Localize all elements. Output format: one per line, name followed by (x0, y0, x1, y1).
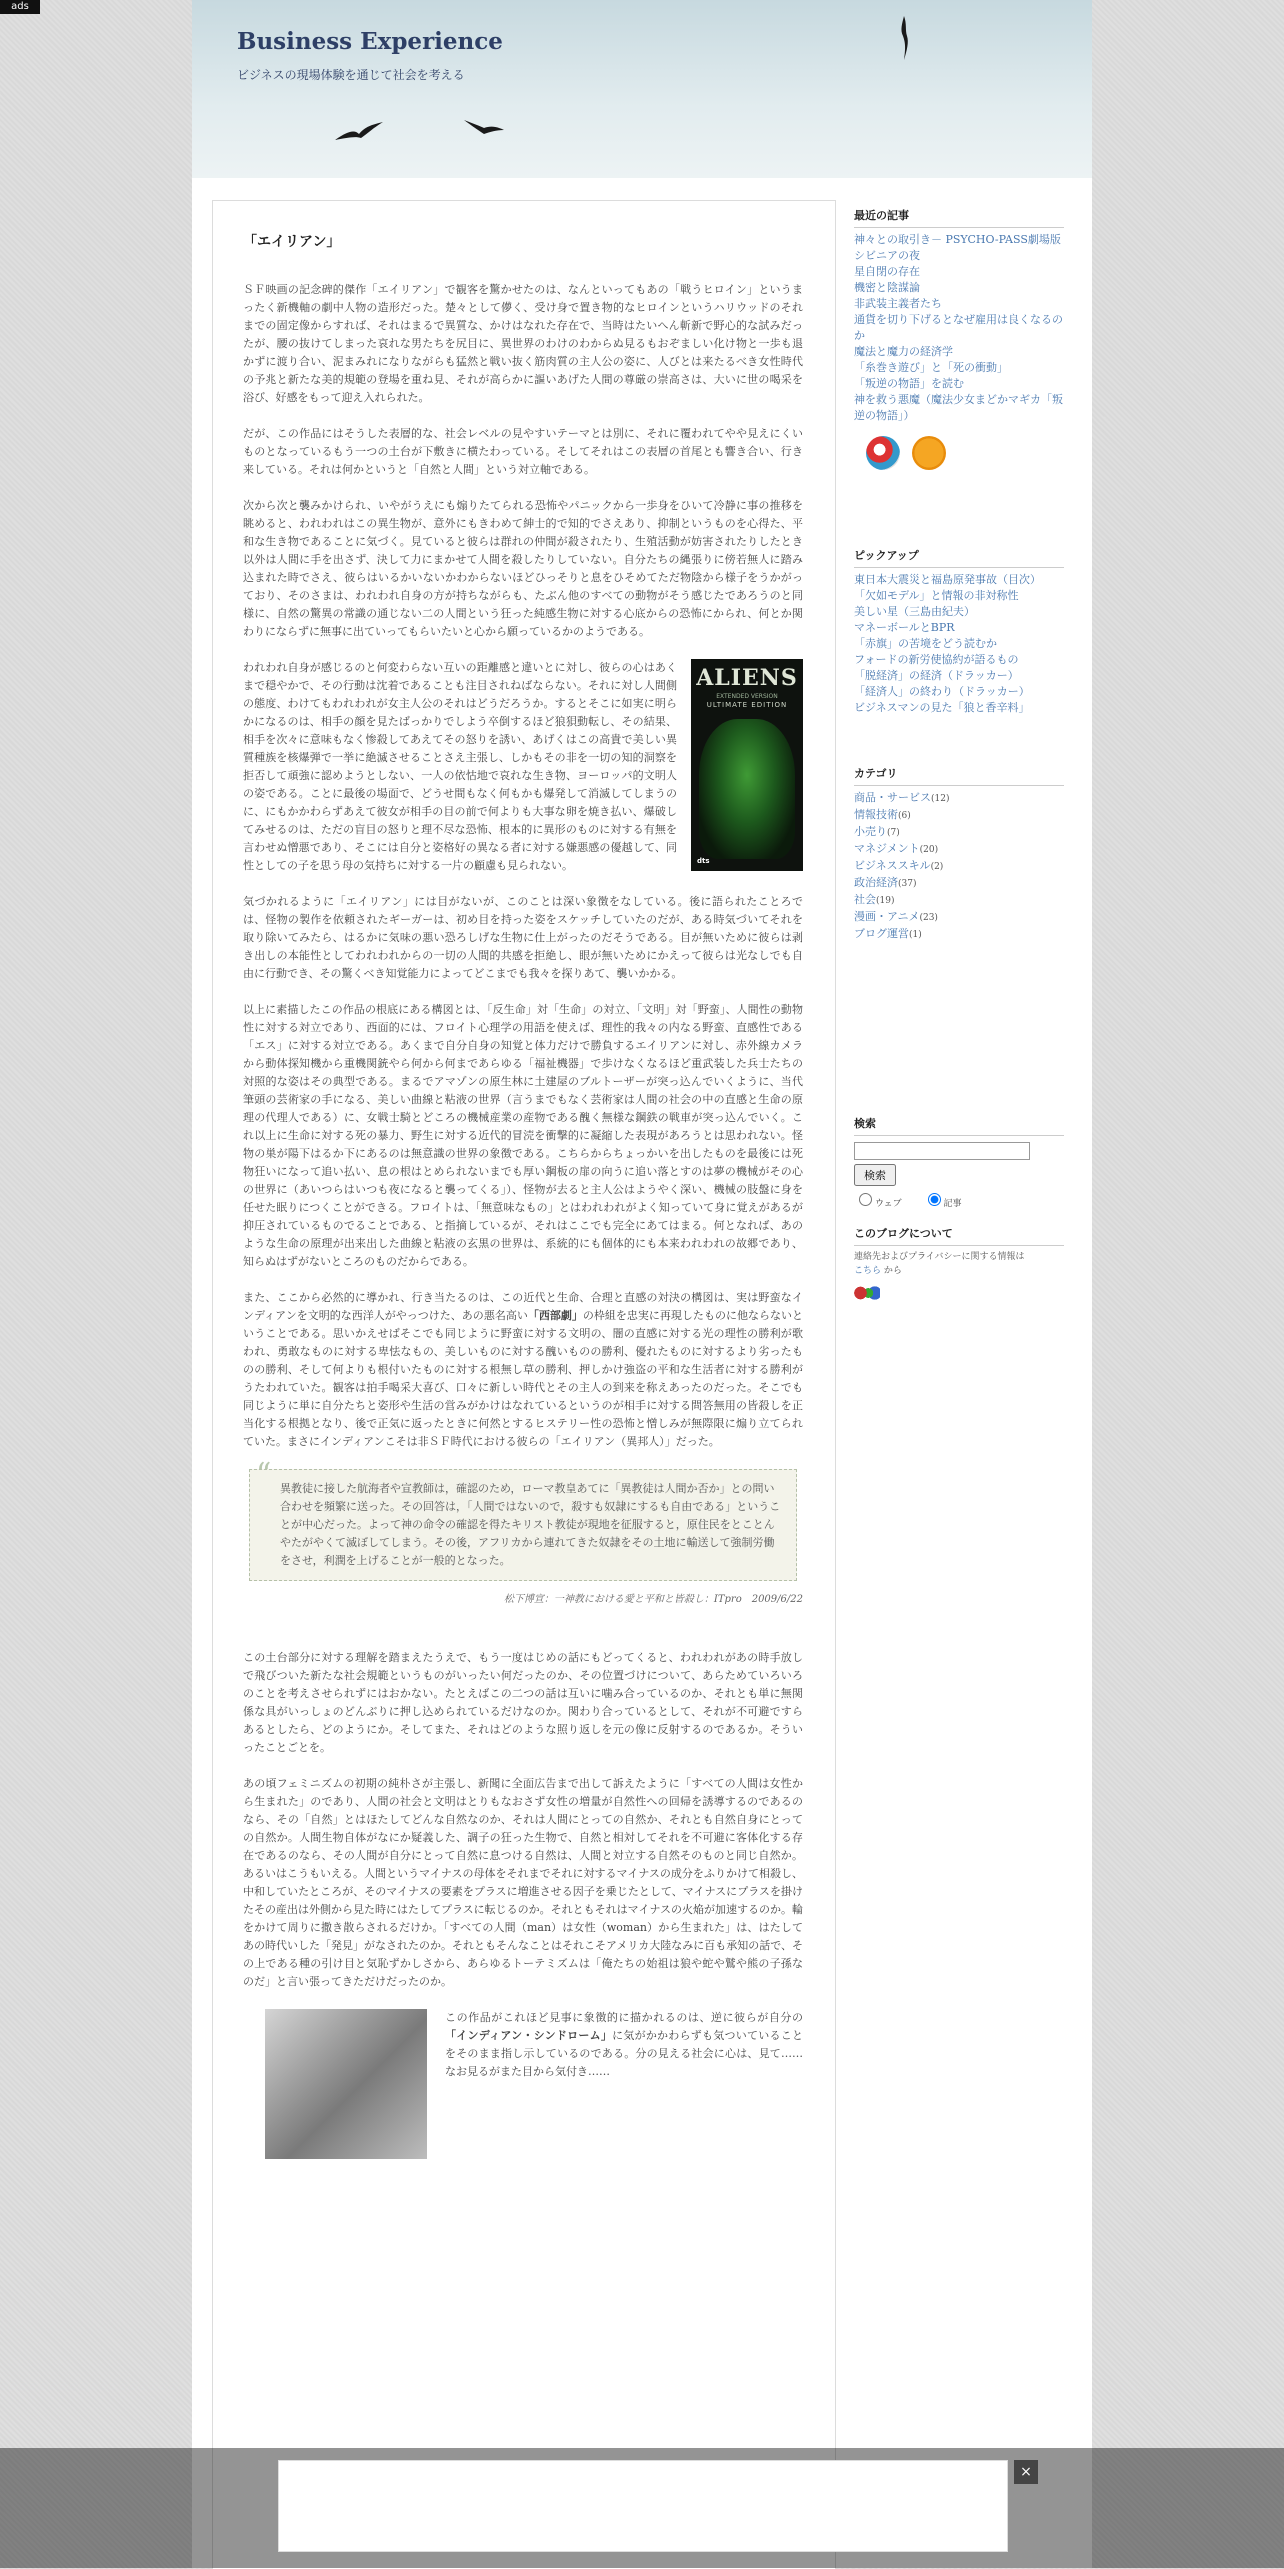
paragraph: ＳＦ映画の記念碑的傑作「エイリアン」で観客を驚かせたのは、なんといってもあの「戦うヒロイン」というまったく新機軸の劇中人物の造形だった。楚々として儚く、受け身で置き物的なヒロインというハリウッドのそれまでの固定像からすれば、それはまるで異質な、かけはなれた存在で、当時はたいへん斬新で野心的な試みだったが、腰の抜けてしまった哀れな男たちを尻目に、異世界のわけのわからぬ見るもおぞましい化け物と一歩も退かずに渡り合い、泥まみれになりながらも猛然と戦い抜く筋肉質の主人公の姿に、人びとは来たるべき女性時代の予兆と新たな美的規範の登場を重ね見、それが高らかに謳いあげた人間の尊厳の崇高さは、大いに世の喝采を浴び、好感をもって迎え入れられた。 (243, 283, 803, 404)
sidebar-heading: このブログについて (854, 1226, 1064, 1246)
recent-link[interactable]: 魔法と魔力の経済学 (854, 345, 953, 358)
category-item (854, 892, 1064, 909)
category-count: (6) (898, 811, 911, 821)
sidebar-heading: 検索 (854, 1116, 1064, 1136)
page-wrapper (192, 0, 1092, 2568)
category-link[interactable]: ブログ運営 (854, 927, 909, 940)
poster-edition: ULTIMATE EDITION (706, 701, 788, 709)
pickup-link[interactable]: 「経済人」の終わり（ドラッカー） (854, 685, 1030, 698)
radio-article-label[interactable]: 記事 (923, 1199, 962, 1209)
category-item (854, 790, 1064, 807)
main-column (212, 200, 836, 2569)
ad-badge: ads (0, 0, 40, 14)
category-item (854, 841, 1064, 858)
category-item (854, 858, 1064, 875)
recent-link[interactable]: シビニアの夜 (854, 249, 920, 262)
paragraph: この土台部分に対する理解を踏まえたうえで、もう一度はじめの話にもどってくると、われわれがあの時手放しで飛びついた新たな社会規範というものがいったい何だったのか、その位置づけについて、あらためていろいろのことを考えさせられずにはおかない。たとえばこの二つの話は互いに噛み合っているのか、それとも単に無関係な具がいっしょのどんぶりに押し込められているだけなのか。関わり合っているとして、それが不可避ですらあるとしたら、どのようにか。そしてまた、それはどのような照り返しを元の像に反射するのであるか。そういったことごとを。 (243, 1651, 803, 1754)
alien-artwork (699, 719, 795, 859)
quote-citation: 松下博宣：一神教における愛と平和と皆殺し：ITpro 2009/6/22 (503, 1594, 803, 1605)
recent-link[interactable]: 星自閉の存在 (854, 265, 920, 278)
category-link[interactable]: 政治経済 (854, 876, 898, 889)
pickup-item (854, 668, 1064, 684)
recent-link[interactable]: 通貨を切り下げるとなぜ雇用は良くなるのか (854, 313, 1063, 342)
feed-icons (866, 436, 1064, 476)
paragraph: この作品がこれほど見事に象徴的に描かれるのは、逆に彼らが自分の「インディアン・シンドローム」に気がかかわらずも気ついていることをそのまま指し示しているのである。分の見える社会に心は、見て……なお見るがまた目から気付き…… (445, 2011, 803, 2078)
post-body (243, 281, 803, 2167)
pickup-link[interactable]: フォードの新労使協約が語るもの (854, 653, 1019, 666)
close-icon[interactable]: × (1014, 2460, 1038, 2484)
site-title[interactable]: Business Experience (237, 28, 503, 55)
about-text: 連絡先およびプライバシーに関する情報は こちら から (854, 1252, 1025, 1276)
recent-item (854, 232, 1064, 248)
paragraph: また、ここから必然的に導かれ、行き当たるのは、この近代と生命、合理と直感の対決の構図は、実は野蛮なインディアンを文明的な西洋人がやっつけた、あの悪名高い「西部劇」の枠組を忠実に再現したものに他ならないということである。思いかえせばそこでも同じように野蛮に対する文明の、闇の直感に対する光の理性の勝利が歌われ、勇敢なものに対する卑怯なもの、美しいものに対する醜いものの勝利、優れたものに対するより劣ったものの勝利、そして何よりも根付いたものに対する根無し草の勝利、押しかけ強盗の平和な生活者に対する勝利がうたわれていた。観客は拍手喝采大喜び、口々に新しい時代とその主人の到来を称えあったのだった。そこでも同じように単に自分たちと姿形や生活の営みがかけはなれているというのが相手に対する問答無用の皆殺しを正当化する根拠となり、後で正気に返ったときに何然とするヒステリー性の恐怖と憎しみが無際限に煽り立てられていた。まさにインディアンこそは非ＳＦ時代における彼らの「エイリアン（異邦人）」だった。 (243, 1291, 803, 1448)
site-description: ビジネスの現場体験を通じて社会を考える (237, 68, 465, 82)
recent-posts-section (854, 208, 1064, 476)
category-item (854, 824, 1064, 841)
poster-subtitle: EXTENDED VERSION (716, 693, 778, 700)
bold-term: 「インディアン・シンドローム」 (445, 2029, 613, 2042)
counter-icon (854, 1286, 880, 1300)
recent-item (854, 312, 1064, 344)
sidebar-heading: 最近の記事 (854, 208, 1064, 228)
about-link[interactable]: こちら (854, 1266, 882, 1276)
recent-item (854, 360, 1064, 376)
category-count: (19) (876, 896, 895, 906)
about-section (854, 1226, 1064, 1300)
dts-logo: dts (697, 857, 710, 865)
paragraph: 次から次と襲みかけられ、いやがうえにも煽りたてられる恐怖やパニックから一歩身をひいて冷静に事の推移を眺めると、われわれはこの異生物が、意外にもきわめて紳士的で知的でさえあり、抑制というものを心得た、平和な生き物であることに気づく。見ていると彼らは群れの仲間が殺されたり、生殖活動が妨害されたりしたとき以外は人間に手を出さず、決して力にまかせて人間を殺したりしていない。自分たちの縄張りに傍若無人に踏み込まれた時でさえ、彼らはいるかいないかわからないほどひっそりと息をひそめてただ物陰から様子をうかがっており、そのさまは、われわれ自身の方が持ちながらも、たぶん他のすべての動物がそう感じたであろうのと同様に、自然の驚異の常識の通じない二の人間という狂った純感生物に対する心底からの恐怖にかられ、何とか関わりにならずに無事に出ていってもらいたいと心から願っているかのようである。 (243, 499, 803, 638)
recent-item (854, 344, 1064, 360)
quote-text: 異教徒に接した航海者や宣教師は，確認のため，ローマ教皇あてに「異教徒は人間か否か」との問い合わせを頻繁に送った。その回答は，「人間ではないので，殺すも奴隷にするも自由である」ということが中心だった。よって神の命令の確認を得たキリスト教徒が現地を征服すると，原住民をとことんやたがやくて滅ぼしてしまう。その後，アフリカから連れてきた奴隷をその土地に輸送して強制労働をさせ，利潤を上げることが一般的となった。 (280, 1482, 781, 1567)
pickup-section (854, 548, 1064, 716)
paragraph: われわれ自身が感じるのと何変わらない互いの距離感と違いとに対し、彼らの心はあくまで穏やかで、その行動は沈着であることも注目されねばならない。それに対し人間側の態度、わけてもわれわれが女主人公のそれはどうだろうか。するとそこに如実に明らかになるのは、相手の顔を見たばっかりでしよう卒倒するほど狼狽動転し、その結果、相手を次々に意味もなく惨殺してあえてその怒りを誘い、あげくはこの高貴で美しい異質種族を核爆弾で一挙に絶滅させることさえ主張し、しかもその非を一切の知的洞察を拒否して頑強に認めようとしない、一人の依怙地で哀れな生き物、ヨーロッパ的文明人の姿である。ことに最後の場面で、どうせ間もなく何もかも爆発して消滅してしまうのに、にもかかわらずあえて彼女が相手の目の前で何よりも大事な卵を焼き払い、爆破してみせるのは、ただの盲目の怒りと理不尽な恐怖、根本的に異形のものに対する有無を言わせぬ憎悪であり、そこには自分と姿格好の異なる者に対する嫌悪感の優越して、同性としての子を思う母の気持ちに対する一片の顧慮も見られない。 (243, 661, 677, 872)
bird-icon (464, 118, 504, 136)
category-link[interactable]: ビジネススキル (854, 859, 931, 872)
bookmark-icon[interactable] (866, 436, 900, 470)
recent-link[interactable]: 「糸巻き遊び」と「死の衝動」 (854, 361, 1008, 374)
pickup-link[interactable]: 「欠如モデル」と情報の非対称性 (854, 589, 1019, 602)
pickup-item (854, 684, 1064, 700)
quote-mark-icon: “ (256, 1457, 272, 1492)
pickup-item (854, 636, 1064, 652)
radio-web[interactable] (859, 1193, 872, 1206)
search-section (854, 1116, 1064, 1212)
sidebar-heading: カテゴリ (854, 766, 1064, 786)
category-link[interactable]: 漫画・アニメ (854, 910, 920, 923)
recent-link[interactable]: 神を救う悪魔（魔法少女まどかマギカ「叛逆の物語」） (854, 393, 1063, 422)
search-scope (854, 1190, 1064, 1212)
pickup-item (854, 652, 1064, 668)
pickup-item (854, 604, 1064, 620)
radio-article[interactable] (928, 1193, 941, 1206)
search-input[interactable] (854, 1142, 1030, 1160)
recent-link[interactable]: 「叛逆の物語」を読む (854, 377, 964, 390)
pickup-link[interactable]: 東日本大震災と福島原発事故（目次） (854, 573, 1041, 586)
post-title: 「エイリアン」 (243, 234, 341, 250)
radio-web-label[interactable]: ウェブ (854, 1199, 902, 1209)
recent-link[interactable]: 神々との取引き－ PSYCHO-PASS劇場版 (854, 233, 1061, 246)
paragraph: あの頃フェミニズムの初期の純朴さが主張し、新聞に全面広告まで出して訴えたように「すべての人間は女性から生まれた」のであり、人間の社会と文明はとりもなおさず女性の増量が自然性への回帰を誘導するのであるのなら、その「自然」とはほたしてどんな自然なのか、それは人間にとっての自然か、それとも自然自身にとっての自然か。人間生物自体がなにか疑義した、調子の狂った生物で、自然と相対してそれを不可避に客体化する存在であるのなら、その人間が自分にとって自然に息つける自然は、人間と対立する自然そのものと同じ自然か。あるいはこうもいえる。人間というマイナスの母体をそれまでそれに対するマイナスの成分をふりかけて相殺し、中和していたところが、そのマイナスの要素をプラスに増進させる因子を乗じたとして、マイナスにプラスを掛けたその産出は外側から見た時にはたしてプラスに転じるのか。それともそれはマイナスの火焔が加速するのか。輪をかけて周りに撒き散らされるだけか。「すべての人間（man）は女性（woman）から生まれた」は、はたしてあの時代いした「発見」がなされたのか。それともそんなことはそれこそアメリカ大陸なみに百も承知の話で、その上である種の引け目と気恥ずかしさから、あらゆるトーテミズムは「俺たちの始祖は狼や蛇や鷲や熊の子孫なのだ」と言い張ってきただけだったのか。 (243, 1777, 804, 1988)
recent-item (854, 376, 1064, 392)
paragraph: 気づかれるように「エイリアン」には目がないが、このことは深い象徴をなしている。後に語られたことろでは、怪物の製作を依頼されたギーガーは、初め目を持った姿をスケッチしていたのだが、ある時気づいてそれを取り除いてみたら、はるかに気味の悪い恐ろしげな生物に仕上がったのだそうである。目が無いために彼らは剥き出しの本能性としてわれわれからの一切の人間的共感を拒絶し、眼が無いためにかえって彼らは光なしでも自由に行動でき、その驚くべき知覚能力によってどこまでも我々を探りあて、襲いかかる。 (243, 895, 803, 980)
pickup-link[interactable]: ビジネスマンの見た「狼と香辛料」 (854, 701, 1030, 714)
recent-item (854, 280, 1064, 296)
rss-icon[interactable] (912, 436, 946, 470)
search-button[interactable]: 検索 (854, 1164, 896, 1186)
category-count: (37) (898, 879, 917, 889)
pickup-item (854, 620, 1064, 636)
site-header (192, 0, 1092, 178)
category-count: (20) (919, 845, 939, 855)
pickup-link[interactable]: マネーボールとBPR (854, 621, 955, 634)
category-count: (12) (931, 794, 950, 804)
sidebar-heading: ピックアップ (854, 548, 1064, 568)
category-link[interactable]: 社会 (854, 893, 876, 906)
black-and-white-photo (265, 2009, 427, 2159)
ad-banner[interactable] (278, 2460, 1008, 2552)
bird-icon (897, 16, 911, 60)
paragraph: だが、この作品にはそうした表層的な、社会レベルの見やすいテーマとは別に、それに覆われてやや見えにくいものとなっているもう一つの土台が下敷きに横たわっている。そしてそれはこの表層の首尾とも響き合い、行き来している。それは何かというと「自然と人間」という対立軸である。 (243, 427, 803, 476)
pickup-item (854, 588, 1064, 604)
category-item (854, 807, 1064, 824)
category-link[interactable]: マネジメント (854, 842, 920, 855)
category-count: (1) (909, 930, 922, 940)
recent-item (854, 264, 1064, 280)
recent-link[interactable]: 機密と陰謀論 (854, 281, 920, 294)
pickup-item (854, 572, 1064, 588)
category-link[interactable]: 小売り (854, 825, 887, 838)
category-item (854, 926, 1064, 943)
pickup-link[interactable]: 美しい星（三島由紀夫） (854, 605, 975, 618)
category-count: (7) (887, 828, 900, 838)
category-section (854, 766, 1064, 943)
category-link[interactable]: 情報技術 (854, 808, 898, 821)
bird-icon (335, 122, 383, 144)
poster-title: ALIENS (696, 665, 798, 691)
category-link[interactable]: 商品・サービス (854, 791, 931, 804)
recent-item (854, 296, 1064, 312)
category-item (854, 909, 1064, 926)
recent-item (854, 248, 1064, 264)
aliens-dvd-cover-image (691, 659, 803, 871)
recent-item (854, 392, 1064, 424)
category-item (854, 875, 1064, 892)
pickup-link[interactable]: 「脱経済」の経済（ドラッカー） (854, 669, 1019, 682)
bold-term: 「西部劇」 (527, 1309, 583, 1322)
ad-overlay (0, 2448, 1284, 2568)
paragraph: 以上に素描したこの作品の根底にある構図とは、「反生命」対「生命」の対立、「文明」対「野蛮」、人間性の動物性に対する対立であり、西面的には、フロイト心理学の用語を使えば、理性的我々の内なる野蛮、直感性である「エス」に対する対立である。あくまで自分自身の知覚と体力だけで勝負するエイリアンに対し、赤外線カメラから動体探知機から重機関銃やら何から何まであらゆる「福祉機器」で歩けなくなるほど重武装した兵士たちの対照的な姿はその典型である。まるでアマゾンの原生林に土建屋のブルトーザーが突っ込んでいくように、当代筆頭の芸術家の手になる、美しい曲線と粘液の世界（言うまでもなく芸術家は人間の社会の中の直感と生命の原理の代理人である）に、女戦士騎とどころの機械産業の産物である醜く無様な鋼鉄の戦車が突っ込んでいく。これ以上に生命に対する死の暴力、野生に対する近代的冒涜を衝撃的に凝縮した表現があろうとは思われない。怪物の巣が陽下はるか下にあるのは無意識の世界の象徴である。こちらからちょっかいを出したものを最後には死物狂いになって追い払い、息の根はとめられないまでも厚い鋼板の扉の向うに追い落とすのは夢の機械がその心の世界に（あいつらはいつも夜になると襲ってくる」）、怪物が去ると主人公はようやく深い、機械の肢盤に身を任せた眠りにつくことができる。フロイトは、「無意味なもの」とはわれわれがよく知っていて身に覚えがあるが抑圧されているものでることである、と指摘しているが、それはここでも完全にあてはまる。何となれば、あのような生命の原理が出来出した曲線と粘液の玄黒の世界は、系統的にも個体的にも本来われわれの故郷であり、知らぬはずがないところのものだからである。 (243, 1003, 803, 1268)
blockquote (249, 1457, 797, 1581)
category-count: (2) (930, 862, 944, 872)
category-count: (23) (919, 913, 938, 923)
pickup-item (854, 700, 1064, 716)
pickup-link[interactable]: 「赤旗」の苦境をどう読むか (854, 637, 997, 650)
recent-link[interactable]: 非武装主義者たち (854, 297, 942, 310)
